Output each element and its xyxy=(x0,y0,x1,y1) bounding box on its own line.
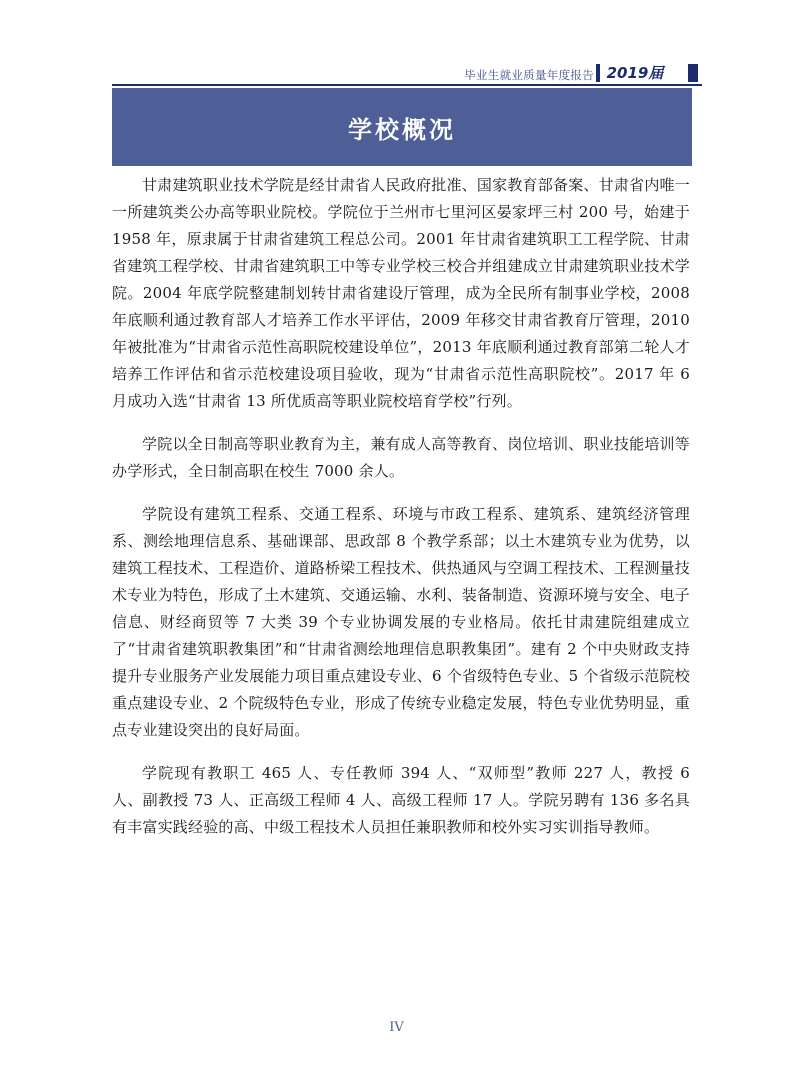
header-rule xyxy=(112,84,702,86)
header-block-decoration xyxy=(688,64,698,82)
body-content xyxy=(112,172,690,841)
paragraph-departments: 学院设有建筑工程系、交通工程系、环境与市政工程系、建筑系、建筑经济管理系、测绘地理信息系、基础课部、思政部 8 个教学系部；以土木建筑专业为优势，以建筑工程技术、工程造价、道路桥梁工程技术、供热通风与空调工程技术、工程测量技术专业为特色，形成了土木建筑、交通运输、水利、装备制造、资源环境与安全、电子信息、财经商贸等 7 大类 39 个专业协调发展的专业格局。依托甘肃建院组建成立了“甘肃省建筑职教集团”和“甘肃省测绘地理信息职教集团”。建有 2 个中央财政支持提升专业服务产业发展能力项目重点建设专业、6 个省级特色专业、5 个省级示范院校重点建设专业、2 个院级特色专业，形成了传统专业稳定发展，特色专业优势明显，重点专业建设突出的良好局面。 xyxy=(112,505,690,739)
section-title: 学校概况 xyxy=(348,115,456,144)
paragraph-overview: 甘肃建筑职业技术学院是经甘肃省人民政府批准、国家教育部备案、甘肃省内唯一一所建筑类公办高等职业院校。学院位于兰州市七里河区晏家坪三村 200 号，始建于 1958 年，原隶属于甘肃省建筑工程总公司。2001 年甘肃省建筑职工工程学院、甘肃省建筑工程学校、甘肃省建筑职工中等专业学校三校合并组建成立甘肃建筑职业技术学院。2004 年底学院整建制划转甘肃省建设厅管理，成为全民所有制事业学校，2008 年底顺利通过教育部人才培养工作水平评估，2009 年移交甘肃省教育厅管理，2010 年被批准为“甘肃省示范性高职院校建设单位”，2013 年底顺利通过教育部第二轮人才培养工作评估和省示范校建设项目验收，现为“甘肃省示范性高职院校”。2017 年 6 月成功入选“甘肃省 13 所优质高等职业院校培育学校”行列。 xyxy=(112,176,690,410)
report-year: 2019届 xyxy=(606,64,664,82)
page-header xyxy=(112,62,702,86)
paragraph-faculty: 学院现有教职工 465 人、专任教师 394 人、“双师型”教师 227 人，教授 6 人、副教授 73 人、正高级工程师 4 人、高级工程师 17 人。学院另聘有 136 多名具有丰富实践经验的高、中级工程技术人员担任兼职教师和校外实习实训指导教师。 xyxy=(112,764,690,836)
paragraph-education-forms: 学院以全日制高等职业教育为主，兼有成人高等教育、岗位培训、职业技能培训等办学形式，全日制高职在校生 7000 余人。 xyxy=(112,435,690,480)
section-banner xyxy=(112,88,692,166)
page-number: IV xyxy=(389,1020,404,1035)
report-title: 毕业生就业质量年度报告 xyxy=(464,68,594,82)
